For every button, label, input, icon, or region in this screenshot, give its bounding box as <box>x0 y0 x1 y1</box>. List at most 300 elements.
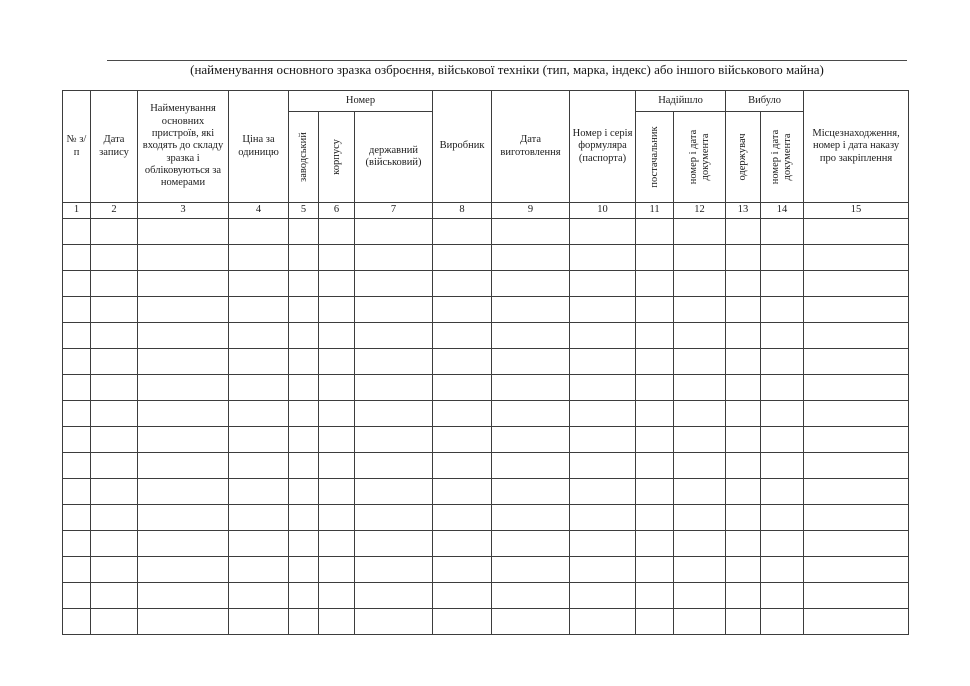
column-number: 4 <box>229 203 289 219</box>
empty-cell <box>433 271 492 297</box>
empty-cell <box>492 245 570 271</box>
empty-cell <box>229 375 289 401</box>
empty-cell <box>636 453 674 479</box>
empty-cell <box>570 245 636 271</box>
empty-cell <box>229 479 289 505</box>
empty-cell <box>804 323 909 349</box>
empty-cell <box>636 531 674 557</box>
vertical-label: постачальник <box>648 126 660 188</box>
empty-cell <box>492 479 570 505</box>
empty-cell <box>138 505 229 531</box>
empty-cell <box>804 609 909 635</box>
empty-cell <box>355 245 433 271</box>
table-row <box>63 427 909 453</box>
col-header-incoming-doc <box>674 112 726 203</box>
empty-cell <box>433 297 492 323</box>
empty-cell <box>319 349 355 375</box>
empty-cell <box>138 271 229 297</box>
empty-cell <box>63 427 91 453</box>
empty-cell <box>804 401 909 427</box>
empty-cell <box>636 245 674 271</box>
empty-cell <box>433 219 492 245</box>
col-header-state-number: державний (військовий) <box>355 112 433 203</box>
empty-cell <box>91 609 138 635</box>
empty-cell <box>726 297 761 323</box>
empty-cell <box>355 427 433 453</box>
group-header-number: Номер <box>289 91 433 112</box>
empty-cell <box>63 583 91 609</box>
empty-cell <box>492 401 570 427</box>
empty-cell <box>91 323 138 349</box>
empty-cell <box>804 479 909 505</box>
col-header-device-name: Найменування основних пристроїв, які входять до складу зразка і обліковуються за номерами <box>138 91 229 203</box>
empty-cell <box>138 245 229 271</box>
empty-cell <box>319 557 355 583</box>
empty-cell <box>355 349 433 375</box>
empty-cell <box>433 245 492 271</box>
empty-cell <box>289 505 319 531</box>
empty-cell <box>804 245 909 271</box>
empty-cell <box>289 245 319 271</box>
empty-cell <box>319 531 355 557</box>
empty-cell <box>636 323 674 349</box>
table-body <box>63 219 909 635</box>
empty-cell <box>804 219 909 245</box>
empty-cell <box>492 349 570 375</box>
table-row <box>63 219 909 245</box>
empty-cell <box>433 401 492 427</box>
empty-cell <box>433 531 492 557</box>
empty-cell <box>636 401 674 427</box>
empty-cell <box>91 375 138 401</box>
empty-cell <box>726 531 761 557</box>
empty-cell <box>319 401 355 427</box>
empty-cell <box>570 531 636 557</box>
empty-cell <box>636 297 674 323</box>
empty-cell <box>636 609 674 635</box>
empty-cell <box>492 557 570 583</box>
empty-cell <box>570 609 636 635</box>
empty-cell <box>91 271 138 297</box>
empty-cell <box>355 557 433 583</box>
empty-cell <box>674 479 726 505</box>
empty-cell <box>229 557 289 583</box>
empty-cell <box>674 219 726 245</box>
table-row <box>63 531 909 557</box>
empty-cell <box>91 583 138 609</box>
empty-cell <box>570 453 636 479</box>
table-row <box>63 609 909 635</box>
empty-cell <box>319 271 355 297</box>
empty-cell <box>289 583 319 609</box>
empty-cell <box>229 453 289 479</box>
empty-cell <box>91 505 138 531</box>
empty-cell <box>319 609 355 635</box>
empty-cell <box>63 219 91 245</box>
column-number: 6 <box>319 203 355 219</box>
empty-cell <box>570 323 636 349</box>
vertical-label: номер і дата документа <box>769 129 794 185</box>
empty-cell <box>289 219 319 245</box>
column-number: 8 <box>433 203 492 219</box>
empty-cell <box>726 557 761 583</box>
column-number: 7 <box>355 203 433 219</box>
empty-cell <box>433 583 492 609</box>
empty-cell <box>804 427 909 453</box>
empty-cell <box>138 401 229 427</box>
empty-cell <box>433 375 492 401</box>
empty-cell <box>289 375 319 401</box>
empty-cell <box>355 219 433 245</box>
empty-cell <box>492 427 570 453</box>
empty-cell <box>761 297 804 323</box>
empty-cell <box>91 297 138 323</box>
empty-cell <box>63 531 91 557</box>
empty-cell <box>229 531 289 557</box>
col-header-recipient <box>726 112 761 203</box>
empty-cell <box>761 245 804 271</box>
empty-cell <box>319 323 355 349</box>
empty-cell <box>63 479 91 505</box>
table-row <box>63 245 909 271</box>
empty-cell <box>319 245 355 271</box>
empty-cell <box>138 427 229 453</box>
empty-cell <box>355 323 433 349</box>
vertical-label: одержувач <box>737 133 749 181</box>
empty-cell <box>761 349 804 375</box>
empty-cell <box>91 219 138 245</box>
empty-cell <box>726 401 761 427</box>
column-number: 1 <box>63 203 91 219</box>
empty-cell <box>674 349 726 375</box>
empty-cell <box>804 297 909 323</box>
empty-cell <box>355 401 433 427</box>
empty-cell <box>319 583 355 609</box>
empty-cell <box>492 297 570 323</box>
empty-cell <box>492 609 570 635</box>
empty-cell <box>433 427 492 453</box>
empty-cell <box>289 453 319 479</box>
empty-cell <box>289 349 319 375</box>
empty-cell <box>91 349 138 375</box>
empty-cell <box>138 297 229 323</box>
empty-cell <box>138 375 229 401</box>
page-title: (найменування основного зразка озброєння, військової техніки (тип, марка, індекс) або іншого військового майна) <box>190 62 824 77</box>
empty-cell <box>63 505 91 531</box>
empty-cell <box>319 297 355 323</box>
empty-cell <box>570 271 636 297</box>
column-number: 3 <box>138 203 229 219</box>
title-underline <box>107 60 907 61</box>
column-number: 15 <box>804 203 909 219</box>
column-number: 11 <box>636 203 674 219</box>
empty-cell <box>319 375 355 401</box>
empty-cell <box>229 401 289 427</box>
empty-cell <box>91 427 138 453</box>
empty-cell <box>674 323 726 349</box>
empty-cell <box>91 479 138 505</box>
empty-cell <box>229 427 289 453</box>
empty-cell <box>761 609 804 635</box>
empty-cell <box>433 323 492 349</box>
empty-cell <box>761 453 804 479</box>
empty-cell <box>63 557 91 583</box>
empty-cell <box>289 557 319 583</box>
empty-cell <box>674 375 726 401</box>
empty-cell <box>63 323 91 349</box>
empty-cell <box>636 271 674 297</box>
col-header-factory-number <box>289 112 319 203</box>
table-row <box>63 453 909 479</box>
empty-cell <box>138 609 229 635</box>
empty-cell <box>761 375 804 401</box>
empty-cell <box>570 401 636 427</box>
empty-cell <box>229 323 289 349</box>
empty-cell <box>355 453 433 479</box>
empty-cell <box>636 505 674 531</box>
empty-cell <box>726 245 761 271</box>
empty-cell <box>636 349 674 375</box>
header-group-row <box>63 91 909 112</box>
empty-cell <box>138 219 229 245</box>
empty-cell <box>674 609 726 635</box>
empty-cell <box>319 479 355 505</box>
equipment-register-table <box>62 90 909 635</box>
col-header-record-date: Дата запису <box>91 91 138 203</box>
empty-cell <box>138 453 229 479</box>
col-header-supplier <box>636 112 674 203</box>
column-number: 5 <box>289 203 319 219</box>
empty-cell <box>355 609 433 635</box>
empty-cell <box>804 453 909 479</box>
empty-cell <box>355 375 433 401</box>
empty-cell <box>761 271 804 297</box>
empty-cell <box>804 505 909 531</box>
empty-cell <box>804 349 909 375</box>
vertical-label: номер і дата документа <box>687 129 711 185</box>
empty-cell <box>636 583 674 609</box>
empty-cell <box>674 427 726 453</box>
empty-cell <box>726 219 761 245</box>
col-header-outgoing-doc <box>761 112 804 203</box>
empty-cell <box>229 219 289 245</box>
empty-cell <box>91 531 138 557</box>
empty-cell <box>726 453 761 479</box>
empty-cell <box>63 349 91 375</box>
table-row <box>63 583 909 609</box>
empty-cell <box>138 349 229 375</box>
empty-cell <box>804 557 909 583</box>
empty-cell <box>319 427 355 453</box>
empty-cell <box>229 245 289 271</box>
empty-cell <box>63 609 91 635</box>
empty-cell <box>492 583 570 609</box>
empty-cell <box>63 245 91 271</box>
empty-cell <box>761 583 804 609</box>
table-row <box>63 271 909 297</box>
empty-cell <box>229 271 289 297</box>
col-header-hull-number <box>319 112 355 203</box>
empty-cell <box>570 297 636 323</box>
empty-cell <box>492 453 570 479</box>
empty-cell <box>492 375 570 401</box>
empty-cell <box>726 375 761 401</box>
empty-cell <box>289 531 319 557</box>
empty-cell <box>433 479 492 505</box>
empty-cell <box>91 245 138 271</box>
empty-cell <box>492 323 570 349</box>
table-row <box>63 375 909 401</box>
empty-cell <box>138 323 229 349</box>
empty-cell <box>804 531 909 557</box>
empty-cell <box>674 271 726 297</box>
empty-cell <box>433 557 492 583</box>
empty-cell <box>91 557 138 583</box>
vertical-label: корпусу <box>330 139 342 175</box>
empty-cell <box>674 583 726 609</box>
empty-cell <box>355 271 433 297</box>
col-header-manufacture-date: Дата виготовлення <box>492 91 570 203</box>
group-header-issued: Вибуло <box>726 91 804 112</box>
column-number: 12 <box>674 203 726 219</box>
empty-cell <box>726 479 761 505</box>
empty-cell <box>492 271 570 297</box>
empty-cell <box>229 297 289 323</box>
table-row <box>63 505 909 531</box>
empty-cell <box>229 349 289 375</box>
table-row <box>63 557 909 583</box>
empty-cell <box>63 271 91 297</box>
empty-cell <box>726 505 761 531</box>
empty-cell <box>674 401 726 427</box>
empty-cell <box>138 531 229 557</box>
empty-cell <box>289 323 319 349</box>
empty-cell <box>726 583 761 609</box>
empty-cell <box>63 297 91 323</box>
empty-cell <box>63 375 91 401</box>
empty-cell <box>636 557 674 583</box>
empty-cell <box>761 479 804 505</box>
empty-cell <box>570 505 636 531</box>
empty-cell <box>761 505 804 531</box>
empty-cell <box>570 349 636 375</box>
empty-cell <box>761 323 804 349</box>
empty-cell <box>761 531 804 557</box>
col-header-index: № з/п <box>63 91 91 203</box>
col-header-form-number: Номер і серія формуляра (паспорта) <box>570 91 636 203</box>
column-number: 13 <box>726 203 761 219</box>
empty-cell <box>761 427 804 453</box>
empty-cell <box>636 427 674 453</box>
table-row <box>63 297 909 323</box>
empty-cell <box>636 219 674 245</box>
empty-cell <box>570 375 636 401</box>
table-row <box>63 349 909 375</box>
empty-cell <box>636 375 674 401</box>
empty-cell <box>726 323 761 349</box>
column-number: 10 <box>570 203 636 219</box>
empty-cell <box>674 505 726 531</box>
col-header-manufacturer: Виробник <box>433 91 492 203</box>
empty-cell <box>674 531 726 557</box>
empty-cell <box>570 479 636 505</box>
empty-cell <box>138 479 229 505</box>
empty-cell <box>63 401 91 427</box>
column-number: 9 <box>492 203 570 219</box>
empty-cell <box>319 505 355 531</box>
empty-cell <box>804 375 909 401</box>
empty-cell <box>319 453 355 479</box>
empty-cell <box>289 427 319 453</box>
empty-cell <box>91 453 138 479</box>
empty-cell <box>726 271 761 297</box>
col-header-unit-price: Ціна за одиницю <box>229 91 289 203</box>
empty-cell <box>91 401 138 427</box>
empty-cell <box>355 297 433 323</box>
empty-cell <box>674 297 726 323</box>
table-row <box>63 479 909 505</box>
empty-cell <box>726 427 761 453</box>
empty-cell <box>761 557 804 583</box>
empty-cell <box>492 219 570 245</box>
empty-cell <box>229 583 289 609</box>
empty-cell <box>63 453 91 479</box>
empty-cell <box>674 453 726 479</box>
empty-cell <box>229 609 289 635</box>
empty-cell <box>804 583 909 609</box>
empty-cell <box>355 479 433 505</box>
empty-cell <box>570 557 636 583</box>
empty-cell <box>355 531 433 557</box>
empty-cell <box>289 297 319 323</box>
empty-cell <box>433 349 492 375</box>
col-header-location: Місцезнаходження, номер і дата наказу про закріплення <box>804 91 909 203</box>
empty-cell <box>433 505 492 531</box>
vertical-label: заводський <box>297 132 309 182</box>
empty-cell <box>761 219 804 245</box>
table-row <box>63 323 909 349</box>
column-number: 14 <box>761 203 804 219</box>
table-row <box>63 401 909 427</box>
empty-cell <box>138 583 229 609</box>
empty-cell <box>674 245 726 271</box>
group-header-received: Надійшло <box>636 91 726 112</box>
empty-cell <box>492 505 570 531</box>
empty-cell <box>570 583 636 609</box>
empty-cell <box>289 609 319 635</box>
empty-cell <box>761 401 804 427</box>
column-number: 2 <box>91 203 138 219</box>
empty-cell <box>229 505 289 531</box>
empty-cell <box>570 219 636 245</box>
empty-cell <box>726 609 761 635</box>
empty-cell <box>289 271 319 297</box>
empty-cell <box>433 609 492 635</box>
empty-cell <box>636 479 674 505</box>
empty-cell <box>570 427 636 453</box>
empty-cell <box>492 531 570 557</box>
empty-cell <box>289 401 319 427</box>
empty-cell <box>674 557 726 583</box>
empty-cell <box>804 271 909 297</box>
empty-cell <box>726 349 761 375</box>
empty-cell <box>355 505 433 531</box>
empty-cell <box>289 479 319 505</box>
column-numbers-row <box>63 203 909 219</box>
empty-cell <box>433 453 492 479</box>
empty-cell <box>319 219 355 245</box>
empty-cell <box>355 583 433 609</box>
